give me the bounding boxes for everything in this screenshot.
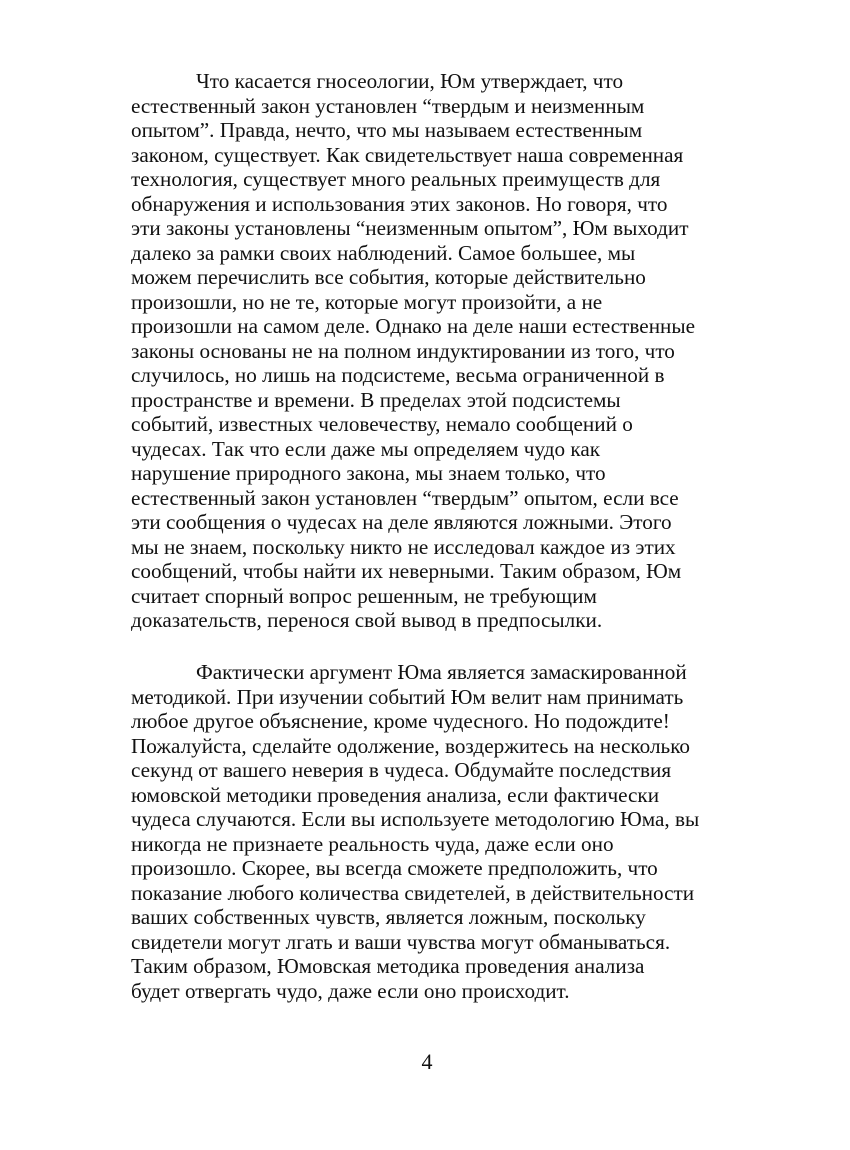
text-line: произошло. Скорее, вы всегда сможете предположить, что bbox=[131, 856, 658, 880]
text-line: пространстве и времени. В пределах этой подсистемы bbox=[131, 387, 621, 412]
text-line: эти законы установлены “неизменным опытом”, Юм выходит bbox=[131, 216, 689, 240]
text-line: можем перечислить все события, которые действительно bbox=[131, 265, 646, 289]
text-line: доказательств, перенося свой вывод в предпосылки. bbox=[131, 608, 603, 632]
text-line: ваших собственных чувств, является ложным, поскольку bbox=[131, 905, 646, 929]
text-line: мы не знаем, поскольку никто не исследовал каждое из этих bbox=[131, 534, 676, 559]
text-line: далеко за рамки своих наблюдений. Самое большее, мы bbox=[131, 240, 636, 265]
text-line: событий, известных человечеству, немало сообщений о bbox=[131, 412, 633, 436]
text-line: опытом”. Правда, нечто, что мы называем естественным bbox=[131, 118, 643, 142]
text-line: Фактически аргумент Юма является замаскированной bbox=[196, 660, 687, 684]
text-line: естественный закон установлен “твердым и неизменным bbox=[131, 93, 645, 118]
text-line: законом, существует. Как свидетельствует наша современная bbox=[131, 142, 684, 167]
text-line: Пожалуйста, сделайте одолжение, воздержитесь на несколько bbox=[131, 733, 691, 758]
text-line: эти сообщения о чудесах на деле являются ложными. Этого bbox=[131, 510, 672, 534]
text-line: законы основаны не на полном индуктировании из того, что bbox=[131, 338, 675, 363]
text-line: Что касается гносеологии, Юм утверждает, что bbox=[196, 69, 624, 93]
text-line: показание любого количества свидетелей, в действительности bbox=[131, 880, 695, 905]
text-line: нарушение природного закона, мы знаем только, что bbox=[131, 461, 606, 485]
text-line: Таким образом, Юмовская методика проведения анализа bbox=[131, 954, 645, 978]
text-line: обнаружения и использования этих законов. Но говоря, что bbox=[131, 191, 668, 216]
paragraph-2 bbox=[131, 660, 731, 1003]
text-line: чудесах. Так что если даже мы определяем чудо как bbox=[131, 436, 601, 461]
text-line: юмовской методики проведения анализа, если фактически bbox=[131, 782, 660, 807]
text-line: методикой. При изучении событий Юм велит нам принимать bbox=[131, 684, 684, 709]
page-number: 4 bbox=[421, 1049, 433, 1074]
text-line: никогда не признаете реальность чуда, даже если оно bbox=[131, 831, 614, 856]
text-line: сообщений, чтобы найти их неверными. Таким образом, Юм bbox=[131, 559, 682, 583]
text-line: случилось, но лишь на подсистеме, весьма ограниченной в bbox=[131, 363, 665, 387]
text-line: считает спорный вопрос решенным, не требующим bbox=[131, 583, 597, 608]
text-line: произошли на самом деле. Однако на деле наши естественные bbox=[131, 314, 696, 338]
text-line: чудеса случаются. Если вы используете методологию Юма, вы bbox=[131, 807, 700, 831]
text-line: свидетели могут лгать и ваши чувства могут обманываться. bbox=[131, 929, 671, 954]
text-line: естественный закон установлен “твердым” опытом, если все bbox=[131, 485, 679, 510]
paragraph-1 bbox=[131, 69, 731, 633]
text-line: будет отвергать чудо, даже если оно происходит. bbox=[131, 978, 570, 1003]
text-line: произошли, но не те, которые могут произойти, а не bbox=[131, 289, 603, 314]
text-line: секунд от вашего неверия в чудеса. Обдумайте последствия bbox=[131, 758, 672, 782]
text-line: любое другое объяснение, кроме чудесного. Но подождите! bbox=[131, 709, 670, 733]
text-line: технология, существует много реальных преимуществ для bbox=[131, 167, 661, 191]
